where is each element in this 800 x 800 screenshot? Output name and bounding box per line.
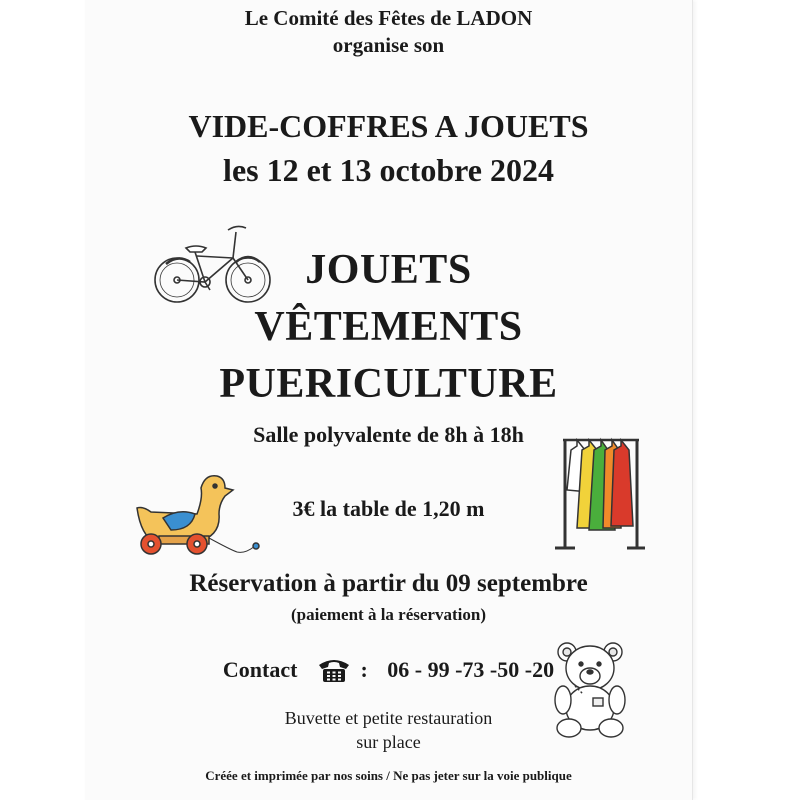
flyer-sheet	[85, 0, 693, 800]
refreshments-subline: sur place	[356, 732, 421, 752]
bicycle-icon	[150, 218, 275, 313]
duck-pull-toy-icon	[133, 470, 263, 570]
contact-separator: :	[360, 656, 368, 682]
contact-label: Contact	[222, 656, 298, 682]
organizer-line: Le Comité des Fêtes de LADON	[244, 6, 533, 30]
category-clothes: VÊTEMENTS	[254, 304, 523, 350]
category-toys: JOUETS	[305, 247, 472, 293]
category-childcare: PUERICULTURE	[219, 361, 558, 407]
organizer-subline: organise son	[332, 33, 445, 57]
footer-notice: Créée et imprimée par nos soins / Ne pas jeter sur la voie publique	[205, 768, 572, 783]
reservation-note: (paiement à la réservation)	[291, 605, 486, 624]
clothes-rack-icon	[549, 430, 649, 565]
teddy-bear-icon	[553, 638, 633, 743]
table-price: 3€ la table de 1,20 m	[292, 496, 485, 521]
event-dates: les 12 et 13 octobre 2024	[223, 152, 554, 188]
reservation-date: Réservation à partir du 09 septembre	[189, 570, 588, 597]
refreshments-line: Buvette et petite restauration	[284, 708, 493, 728]
event-title: VIDE-COFFRES A JOUETS	[188, 108, 589, 144]
contact-phone: 06 - 99 -73 -50 -20	[387, 656, 555, 682]
venue-hours: Salle polyvalente de 8h à 18h	[253, 422, 524, 447]
telephone-icon	[317, 656, 351, 684]
